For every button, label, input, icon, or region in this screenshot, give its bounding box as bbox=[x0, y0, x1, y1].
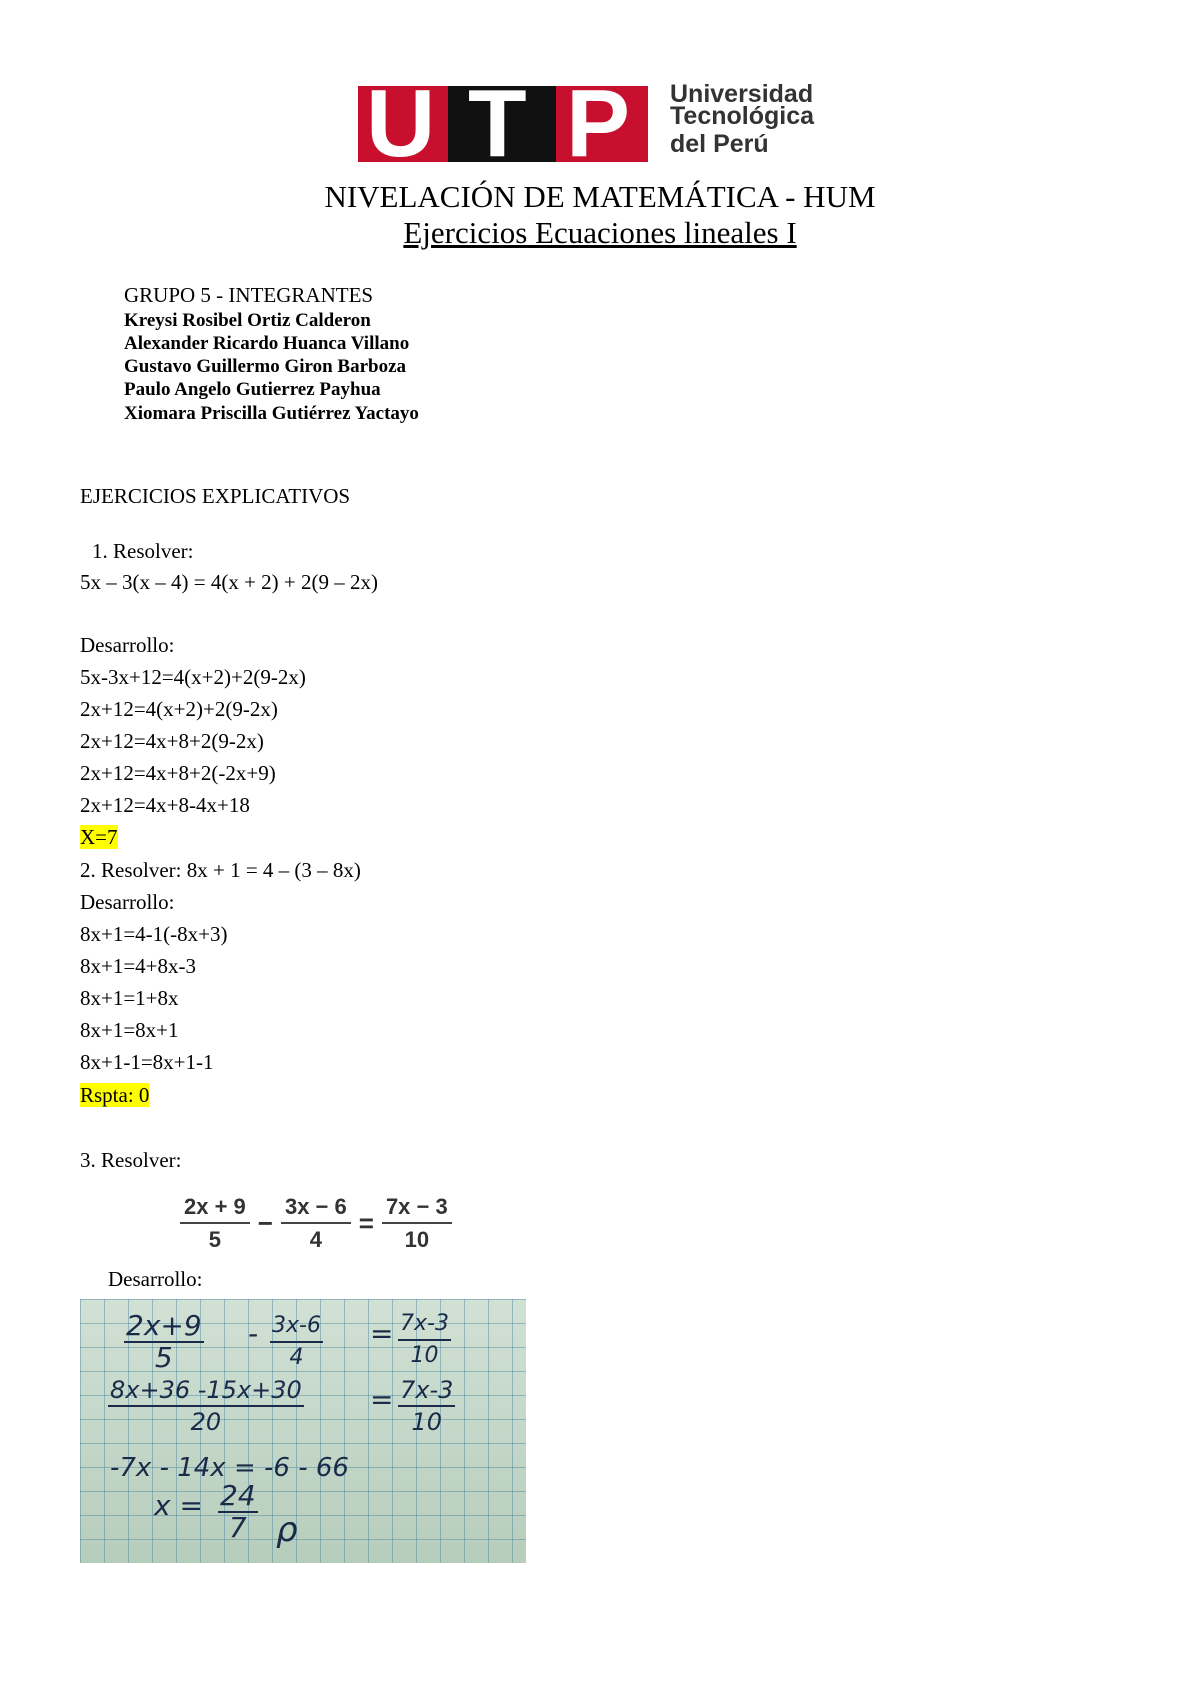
page-subtitle: Ejercicios Ecuaciones lineales I bbox=[403, 215, 797, 250]
exercise1-step: 5x-3x+12=4(x+2)+2(9-2x) bbox=[80, 665, 306, 689]
exercise1-label: 1. Resolver: bbox=[92, 539, 194, 563]
exercise3-dev-label: Desarrollo: bbox=[108, 1267, 203, 1291]
fraction bbox=[180, 1194, 250, 1253]
section-title: EJERCICIOS EXPLICATIVOS bbox=[80, 484, 351, 508]
hw-operator: = bbox=[370, 1383, 394, 1416]
exercise1-step: 2x+12=4x+8-4x+18 bbox=[80, 793, 250, 817]
fraction-denominator: 4 bbox=[309, 1226, 322, 1252]
exercise1-dev-label: Desarrollo: bbox=[80, 633, 175, 657]
hw-fraction bbox=[124, 1311, 204, 1373]
hw-numerator: 3x-6 bbox=[270, 1311, 323, 1343]
hw-result-lhs: x = bbox=[154, 1489, 203, 1522]
hw-denominator: 10 bbox=[411, 1408, 442, 1436]
logo-word-3: del Perú bbox=[670, 130, 769, 158]
exercise1-step: 2x+12=4x+8+2(-2x+9) bbox=[80, 761, 276, 785]
exercise3-label: 3. Resolver: bbox=[80, 1148, 182, 1172]
fraction-denominator: 5 bbox=[208, 1226, 222, 1252]
handwritten-solution-photo bbox=[80, 1299, 526, 1563]
hw-denominator: 4 bbox=[289, 1345, 304, 1370]
exercise2-step: 8x+1=8x+1 bbox=[80, 1018, 179, 1042]
hw-denominator: 20 bbox=[190, 1408, 222, 1436]
exercise2-step: 8x+1=1+8x bbox=[80, 986, 179, 1010]
exercise2-step: 8x+1=4+8x-3 bbox=[80, 954, 197, 978]
exercise1-step: 2x+12=4x+8+2(9-2x) bbox=[80, 729, 264, 753]
group-label: GRUPO 5 - INTEGRANTES bbox=[124, 283, 374, 307]
hw-result-fraction bbox=[218, 1481, 258, 1543]
hw-denominator: 7 bbox=[228, 1511, 247, 1544]
exercise2-dev-label: Desarrollo: bbox=[80, 890, 175, 914]
exercise1-equation: 5x – 3(x – 4) = 4(x + 2) + 2(9 – 2x) bbox=[80, 570, 378, 594]
hw-equation-line: -7x - 14x = -6 - 66 bbox=[110, 1453, 349, 1483]
exercise1-answer: X=7 bbox=[80, 825, 118, 849]
hw-operator: - bbox=[248, 1317, 259, 1350]
group-member: Paulo Angelo Gutierrez Payhua bbox=[124, 379, 381, 400]
hw-operator: = bbox=[370, 1317, 394, 1350]
exercise2-label: 2. Resolver: 8x + 1 = 4 – (3 – 8x) bbox=[80, 858, 361, 882]
group-member: Xiomara Priscilla Gutiérrez Yactayo bbox=[124, 403, 419, 424]
hw-denominator: 10 bbox=[410, 1343, 439, 1368]
group-member: Kreysi Rosibel Ortiz Calderon bbox=[124, 310, 371, 331]
logo-letter-t: T bbox=[468, 86, 527, 162]
group-member: Alexander Ricardo Huanca Villano bbox=[124, 333, 410, 354]
exercise3-fraction-equation bbox=[180, 1192, 452, 1254]
logo-word-1: Universidad bbox=[670, 80, 814, 102]
equals-operator: = bbox=[358, 1207, 374, 1238]
hw-numerator: 24 bbox=[220, 1479, 256, 1512]
hw-fraction bbox=[398, 1309, 451, 1371]
hw-numerator: 2x+9 bbox=[126, 1309, 202, 1342]
exercise2-answer: Rspta: 0 bbox=[80, 1083, 150, 1107]
hw-fraction bbox=[108, 1375, 304, 1437]
hw-mark: ρ bbox=[276, 1510, 298, 1550]
hw-numerator: 7x-3 bbox=[398, 1309, 451, 1341]
hw-fraction bbox=[398, 1375, 455, 1437]
fraction bbox=[382, 1194, 452, 1253]
fraction-denominator: 10 bbox=[404, 1226, 430, 1252]
exercise2-step: 8x+1=4-1(-8x+3) bbox=[80, 922, 228, 946]
hw-denominator: 5 bbox=[154, 1341, 173, 1374]
page-title: NIVELACIÓN DE MATEMÁTICA - HUM bbox=[324, 179, 876, 214]
logo-wordmark bbox=[670, 80, 814, 158]
exercise2-step: 8x+1-1=8x+1-1 bbox=[80, 1050, 214, 1074]
hw-fraction bbox=[270, 1311, 323, 1373]
exercise1-step: 2x+12=4(x+2)+2(9-2x) bbox=[80, 697, 278, 721]
fraction-numerator: 7x − 3 bbox=[382, 1194, 452, 1224]
fraction-numerator: 2x + 9 bbox=[180, 1194, 250, 1224]
utp-logo bbox=[358, 80, 815, 162]
logo-word-2: Tecnológica bbox=[670, 102, 815, 130]
hw-numerator: 7x-3 bbox=[398, 1375, 455, 1407]
group-member: Gustavo Guillermo Giron Barboza bbox=[124, 356, 407, 377]
hw-numerator: 8x+36 -15x+30 bbox=[108, 1375, 304, 1407]
logo-letter-p: P bbox=[566, 86, 631, 162]
minus-operator: − bbox=[257, 1207, 273, 1238]
fraction bbox=[281, 1194, 351, 1253]
logo-letter-u: U bbox=[366, 86, 436, 162]
fraction-numerator: 3x − 6 bbox=[281, 1194, 351, 1224]
